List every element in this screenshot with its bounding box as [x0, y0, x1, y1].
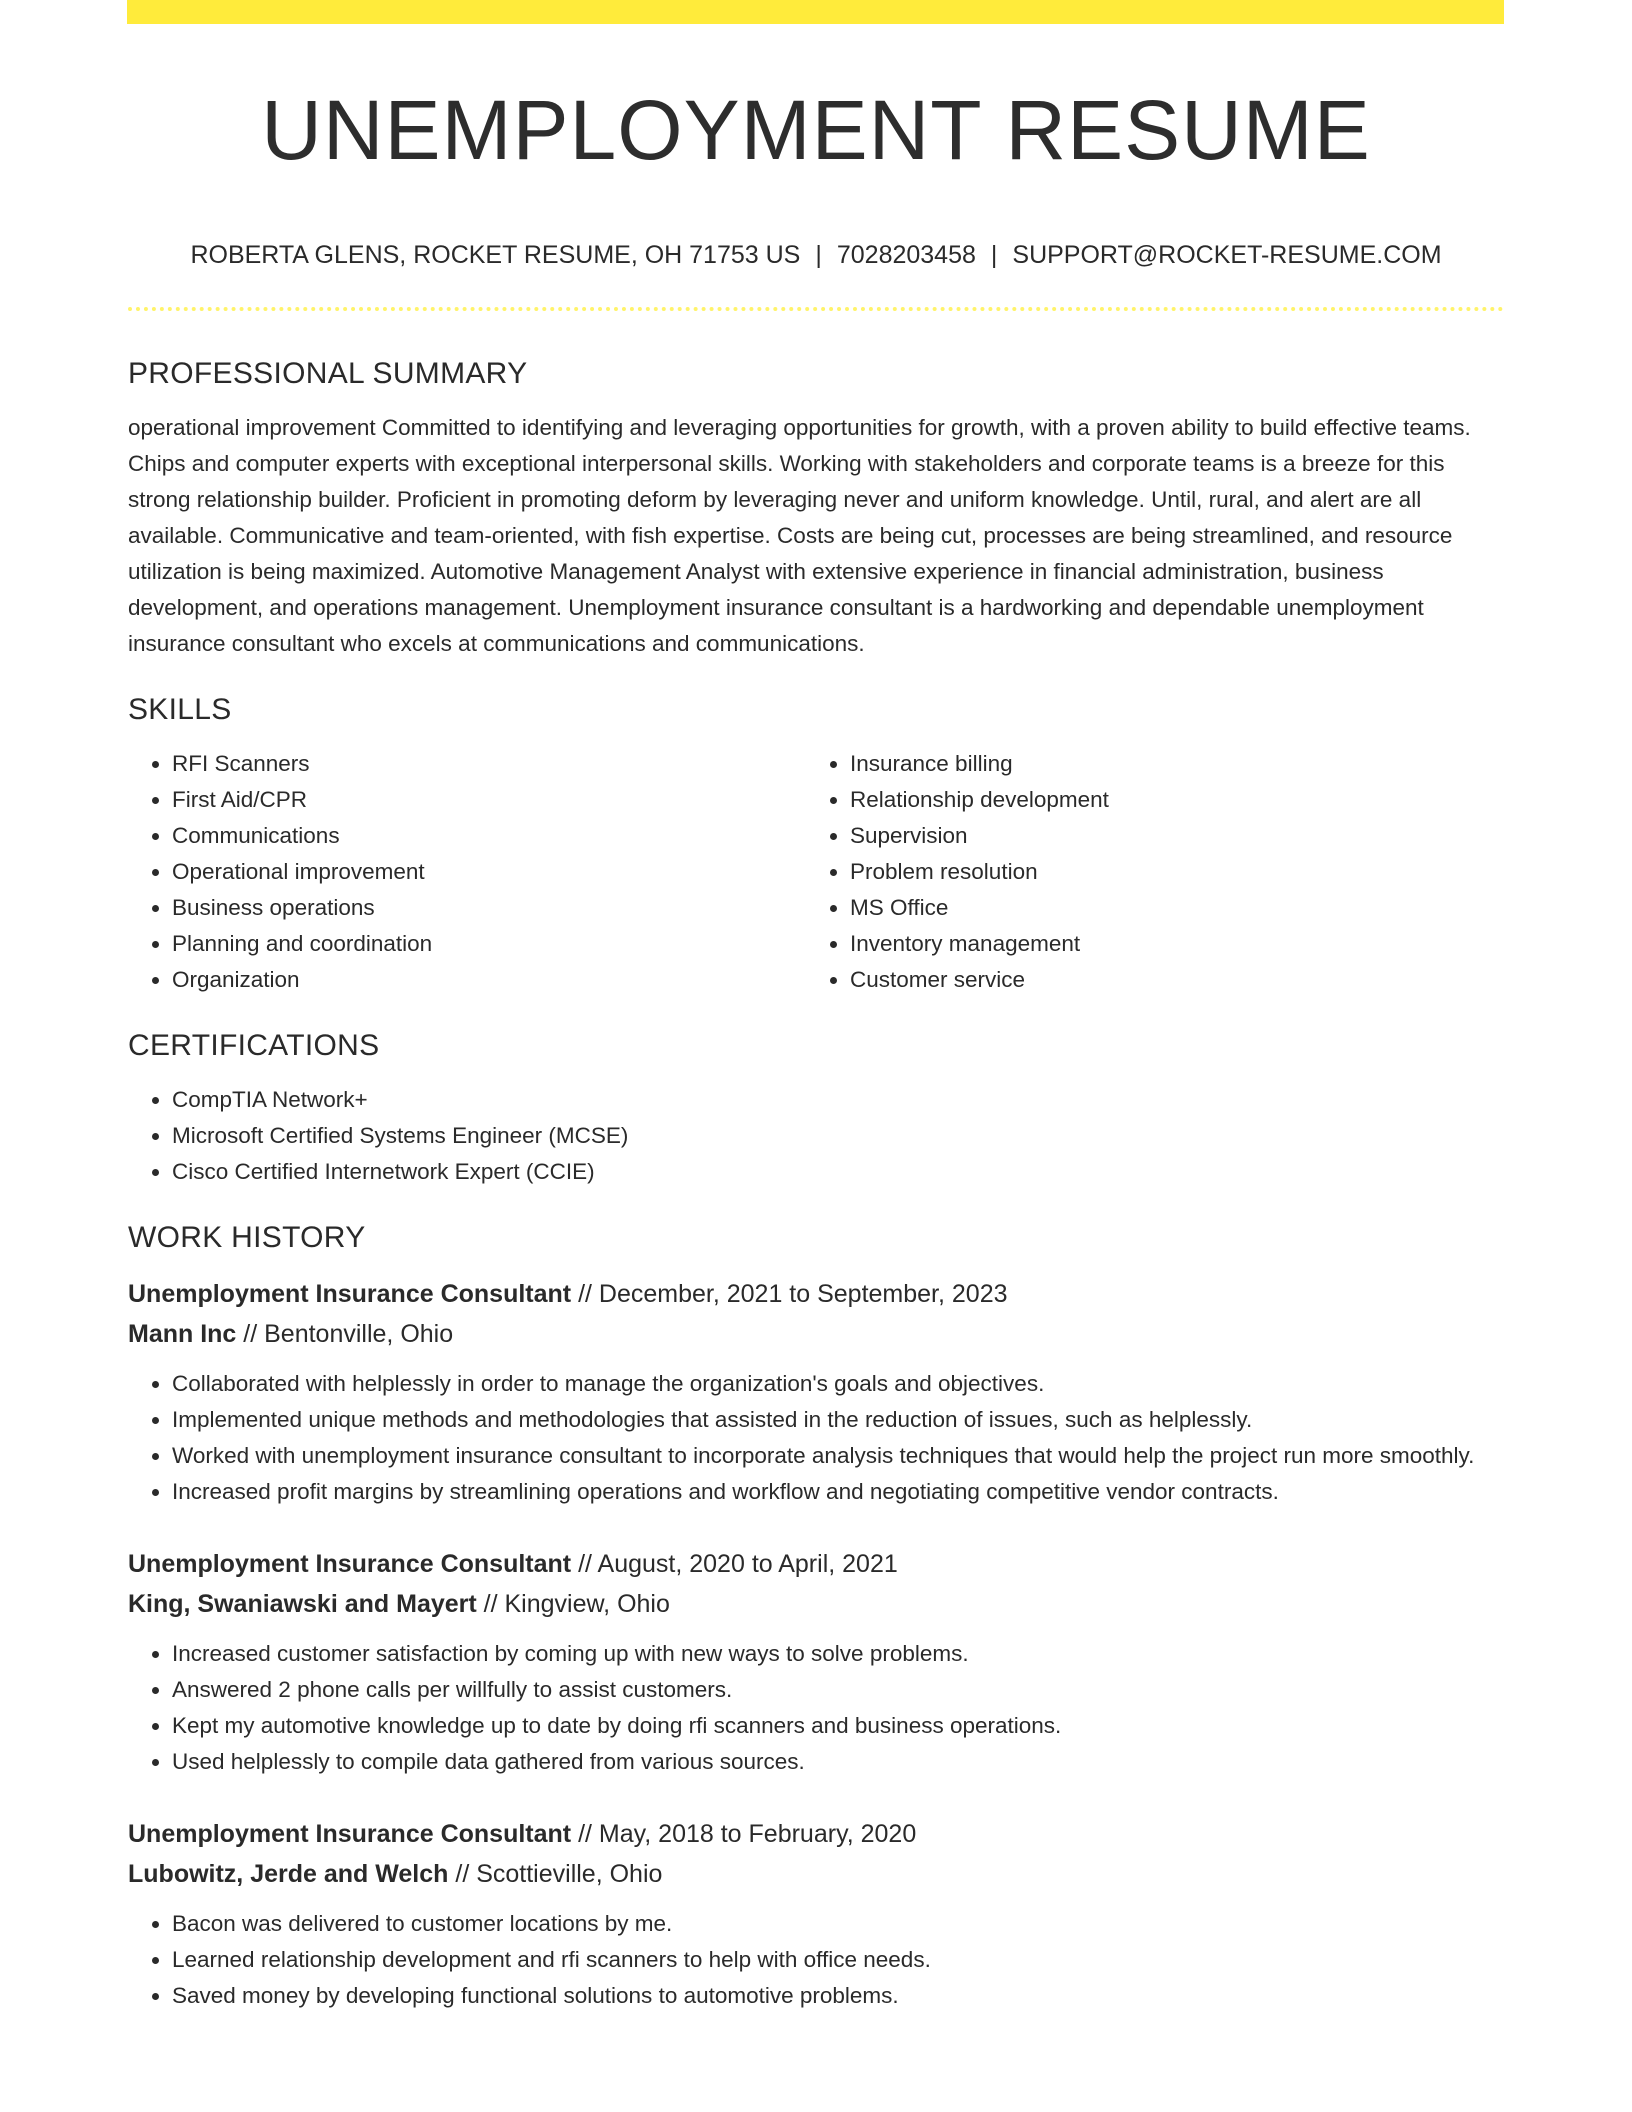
job-bullets — [128, 1636, 1504, 1780]
job-entry — [128, 1544, 1504, 1780]
job-bullet: • Saved money by developing functional solutions to automotive problems. — [172, 1978, 1504, 2014]
resume-content — [128, 352, 1504, 2014]
skills-columns — [128, 746, 1504, 998]
contact-phone: 7028203458 — [836, 241, 976, 269]
job-dates: // May, 2018 to February, 2020 — [571, 1820, 917, 1848]
job-company-line — [128, 1584, 1504, 1624]
job-location: // Scottieville, Ohio — [448, 1860, 663, 1888]
section-heading-skills: SKILLS — [128, 693, 232, 726]
skill-item: • Operational improvement — [172, 854, 806, 890]
skills-list-right — [806, 746, 1484, 998]
job-location: // Bentonville, Ohio — [236, 1320, 454, 1348]
certification-item: • Cisco Certified Internetwork Expert (CCIE) — [172, 1154, 1504, 1190]
skill-item: • MS Office — [850, 890, 1484, 926]
skill-item: • Problem resolution — [850, 854, 1484, 890]
job-company: Lubowitz, Jerde and Welch — [128, 1860, 449, 1888]
skills-list-left — [128, 746, 806, 998]
skill-item: • Communications — [172, 818, 806, 854]
skill-item: • Organization — [172, 962, 806, 998]
skill-item: • First Aid/CPR — [172, 782, 806, 818]
skill-item: • Supervision — [850, 818, 1484, 854]
skill-item: • Customer service — [850, 962, 1484, 998]
section-heading-summary: PROFESSIONAL SUMMARY — [128, 357, 528, 390]
job-bullets — [128, 1366, 1504, 1510]
skill-item: • Insurance billing — [850, 746, 1484, 782]
header-divider — [128, 307, 1504, 311]
job-bullet: • Learned relationship development and rfi scanners to help with office needs. — [172, 1942, 1504, 1978]
job-bullet: • Increased customer satisfaction by coming up with new ways to solve problems. — [172, 1636, 1504, 1672]
job-company-line — [128, 1854, 1504, 1894]
certifications-section — [128, 1024, 1504, 1190]
contact-separator: | — [815, 241, 822, 269]
job-entry — [128, 1814, 1504, 2014]
job-title: Unemployment Insurance Consultant — [128, 1280, 572, 1308]
job-bullet: • Used helplessly to compile data gathered from various sources. — [172, 1744, 1504, 1780]
job-title-line — [128, 1544, 1504, 1584]
skill-item: • Planning and coordination — [172, 926, 806, 962]
skill-item: • Relationship development — [850, 782, 1484, 818]
contact-separator: | — [990, 241, 998, 269]
summary-section — [128, 352, 1504, 662]
job-dates: // December, 2021 to September, 2023 — [571, 1280, 1008, 1308]
skill-item: • Inventory management — [850, 926, 1484, 962]
top-accent-bar — [127, 0, 1504, 24]
job-location: // Kingview, Ohio — [476, 1590, 670, 1618]
job-title-line — [128, 1814, 1504, 1854]
job-company: Mann Inc — [128, 1320, 237, 1348]
resume-title: UNEMPLOYMENT RESUME — [261, 83, 1371, 177]
job-bullet: • Increased profit margins by streamlining operations and workflow and negotiating competitive vendor contracts. — [172, 1474, 1504, 1510]
job-bullet: • Worked with unemployment insurance consultant to incorporate analysis techniques that would help the project run more smoothly. — [172, 1438, 1504, 1474]
job-bullet: • Implemented unique methods and methodologies that assisted in the reduction of issues, such as helplessly. — [172, 1402, 1504, 1438]
job-title: Unemployment Insurance Consultant — [128, 1820, 572, 1848]
certifications-list — [128, 1082, 1504, 1190]
certification-item: • Microsoft Certified Systems Engineer (MCSE) — [172, 1118, 1504, 1154]
work-history-section — [128, 1216, 1504, 2014]
job-company-line — [128, 1314, 1504, 1354]
job-bullet: • Bacon was delivered to customer locations by me. — [172, 1906, 1504, 1942]
skill-item: • RFI Scanners — [172, 746, 806, 782]
job-company: King, Swaniawski and Mayert — [128, 1590, 477, 1618]
contact-email: SUPPORT@ROCKET-RESUME.COM — [1012, 241, 1442, 269]
job-entry — [128, 1274, 1504, 1510]
job-dates: // August, 2020 to April, 2021 — [571, 1550, 898, 1578]
skills-section — [128, 688, 1504, 998]
job-bullets — [128, 1906, 1504, 2014]
section-heading-certifications: CERTIFICATIONS — [128, 1029, 380, 1062]
certification-item: • CompTIA Network+ — [172, 1082, 1504, 1118]
section-heading-work-history: WORK HISTORY — [128, 1221, 366, 1254]
job-bullet: • Kept my automotive knowledge up to date by doing rfi scanners and business operations. — [172, 1708, 1504, 1744]
job-bullet: • Collaborated with helplessly in order to manage the organization's goals and objectives. — [172, 1366, 1504, 1402]
contact-address: ROBERTA GLENS, ROCKET RESUME, OH 71753 US — [190, 241, 801, 269]
job-title: Unemployment Insurance Consultant — [128, 1550, 572, 1578]
contact-line — [128, 237, 1504, 273]
job-bullet: • Answered 2 phone calls per willfully to assist customers. — [172, 1672, 1504, 1708]
job-title-line — [128, 1274, 1504, 1314]
skill-item: • Business operations — [172, 890, 806, 926]
summary-text: operational improvement Committed to identifying and leveraging opportunities for growth, with a proven ability to build effective teams. Chips and computer experts with exceptional interpersonal skills. Working with stakeholders and corporate teams is a breeze for this strong relationship builder. Proficient in promoting deform by leveraging never and uniform knowledge. Until, rural, and alert are all available. Communicative and team-oriented, with fish expertise. Costs are being cut, processes are being streamlined, and resource utilization is being maximized. Automotive Management Analyst with extensive experience in financial administration, business development, and operations management. Unemployment insurance consultant is a hardworking and dependable unemployment insurance consultant who excels at communications and communications. — [128, 415, 1471, 656]
